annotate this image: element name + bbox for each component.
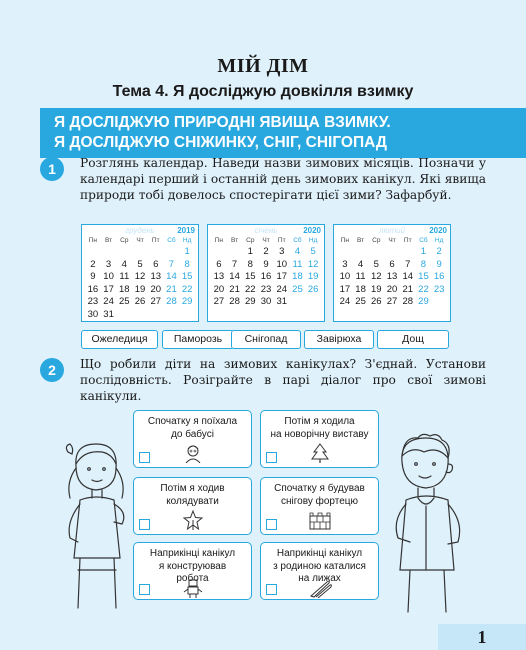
calendar-month-0: [81, 224, 199, 322]
calendar-day[interactable]: 10: [103, 271, 114, 282]
calendar-day: [132, 246, 148, 259]
snow-fort-icon: [307, 510, 333, 530]
task-2-text: Що робили діти на зимових канікулах? З'єднай. Установи послідовність. Розіграйте в парі діалог про свої зимові канікули.: [80, 357, 486, 403]
robot-icon: [180, 578, 206, 598]
calendar-day: [368, 246, 384, 259]
calendar-day[interactable]: 13: [386, 271, 398, 282]
calendar-day[interactable]: 23: [260, 283, 272, 295]
girl-illustration: [60, 438, 134, 613]
calendar-week-row: [337, 284, 447, 297]
calendar-day[interactable]: 31: [276, 296, 288, 307]
calendar-day[interactable]: 15: [418, 271, 429, 282]
calendar-day[interactable]: 23: [433, 283, 445, 295]
calendar-week-row: [337, 246, 447, 259]
calendar-day[interactable]: 28: [166, 296, 177, 307]
calendar-day[interactable]: 17: [276, 271, 288, 282]
calendar-day[interactable]: 30: [87, 308, 99, 320]
skis-icon: [307, 578, 333, 598]
calendar-week-row: [211, 296, 321, 309]
calendar-week-row: [211, 284, 321, 297]
calendar-day[interactable]: 12: [371, 271, 382, 282]
calendar-day[interactable]: 19: [371, 283, 382, 295]
calendar-day[interactable]: 16: [87, 283, 99, 295]
calendar-day[interactable]: 18: [355, 283, 366, 295]
activity-card-performance[interactable]: Потім я ходила на новорічну виставу: [260, 410, 379, 468]
activity-card-caroling[interactable]: Потім я ходив колядувати: [133, 477, 252, 535]
calendar-day[interactable]: 18: [292, 271, 303, 282]
calendar-day: [211, 246, 227, 259]
calendar-day[interactable]: 7: [168, 258, 175, 270]
weather-option-frost[interactable]: Паморозь: [162, 330, 234, 349]
calendar-day: [179, 309, 195, 322]
calendar-day[interactable]: 16: [433, 271, 445, 282]
calendar-day: [85, 246, 101, 259]
calendar-day: [400, 246, 416, 259]
calendar-day[interactable]: 11: [355, 271, 366, 282]
calendar-day[interactable]: 2: [436, 246, 442, 257]
calendar-day[interactable]: 8: [247, 258, 253, 270]
calendar-day[interactable]: 15: [245, 271, 256, 282]
calendar-day: [384, 246, 400, 259]
calendar-day[interactable]: 14: [166, 271, 177, 282]
grandma-icon: [180, 443, 206, 463]
activity-card-snow-fort[interactable]: Спочатку я будував снігову фортецю: [260, 477, 379, 535]
calendar-month-2: [333, 224, 451, 322]
calendar-day[interactable]: 12: [134, 271, 146, 282]
calendar-week-row: [85, 296, 195, 309]
calendar-weekdays: Пн Вт Ср Чт Пт Сб Нд: [88, 237, 192, 244]
calendar-day[interactable]: 14: [402, 271, 414, 282]
calendar-day[interactable]: 3: [342, 258, 348, 270]
calendar-week-row: [337, 271, 447, 284]
calendar-day[interactable]: 5: [373, 258, 379, 270]
calendar-day[interactable]: 18: [119, 283, 130, 295]
calendar-day[interactable]: 17: [339, 283, 351, 295]
activity-checkbox[interactable]: [139, 584, 150, 595]
calendar-day: [305, 296, 321, 309]
calendar-month-1: [207, 224, 325, 322]
calendar-week-row: [85, 271, 195, 284]
calendar-week-row: [85, 259, 195, 272]
calendar-day[interactable]: 6: [389, 258, 395, 270]
calendar-day[interactable]: 23: [87, 296, 99, 307]
weather-option-ice[interactable]: Ожеледиця: [81, 330, 158, 349]
calendar-day[interactable]: 24: [339, 296, 351, 307]
calendar-day: [431, 296, 447, 309]
activity-checkbox[interactable]: [266, 452, 277, 463]
calendar-day[interactable]: 1: [420, 246, 427, 257]
calendar-day[interactable]: 25: [355, 296, 366, 307]
calendar-week-row: [337, 259, 447, 272]
task-number-2: 2: [40, 358, 64, 382]
task-1-text: Розглянь календар. Наведи назви зимових місяців. Позначи у календарі перший і останній день зимових канікул. Які явища природи тобі довелось спостерігати цієї зими? Зафарбуй.: [80, 156, 486, 202]
weather-option-blizzard[interactable]: Завірюха: [304, 330, 374, 349]
calendar-day[interactable]: 2: [90, 258, 96, 270]
calendar-day[interactable]: 27: [386, 296, 398, 307]
calendar-day[interactable]: 30: [260, 296, 272, 307]
calendar-day[interactable]: 20: [150, 283, 162, 295]
calendar-day[interactable]: 29: [181, 296, 193, 307]
calendar-day[interactable]: 15: [181, 271, 193, 282]
calendar-day[interactable]: 3: [279, 246, 285, 257]
calendar-day[interactable]: 8: [184, 258, 190, 270]
calendar-day[interactable]: 4: [357, 258, 364, 270]
calendar-month-name: грудень: [125, 226, 155, 235]
calendar-day[interactable]: 22: [181, 283, 193, 295]
calendar-day[interactable]: 7: [405, 258, 411, 270]
calendar-month-name: лютий: [378, 226, 406, 235]
calendar-day[interactable]: 12: [307, 258, 319, 270]
calendar-week-row: [211, 246, 321, 259]
calendar-day[interactable]: 14: [229, 271, 240, 282]
christmas-tree-icon: [307, 443, 333, 463]
calendar-day[interactable]: 17: [103, 283, 114, 295]
page-title: МІЙ ДІМ: [217, 55, 309, 77]
calendar-day: [116, 246, 132, 259]
calendar-day: [148, 246, 164, 259]
calendar-day[interactable]: 21: [402, 283, 414, 295]
star-icon: [180, 510, 206, 530]
page-number: 1: [438, 624, 526, 650]
calendar-day[interactable]: 3: [105, 258, 112, 270]
calendar-day[interactable]: 29: [418, 296, 429, 307]
calendar-week-row: [85, 284, 195, 297]
calendar-day: [101, 246, 117, 259]
calendar-weekdays: Пн Вт Ср Чт Пт Сб Нд: [214, 237, 318, 244]
calendar-day[interactable]: 5: [137, 258, 143, 270]
activity-checkbox[interactable]: [139, 452, 150, 463]
calendar-day: [164, 246, 180, 259]
calendar-day[interactable]: 4: [121, 258, 127, 270]
activity-card-grandma[interactable]: Спочатку я поїхала до бабусі: [133, 410, 252, 468]
calendar-year: 2019: [177, 226, 195, 235]
calendar-day[interactable]: 24: [276, 283, 288, 295]
calendar-day[interactable]: 26: [307, 283, 319, 295]
calendar-day[interactable]: 13: [213, 271, 225, 282]
calendar-day[interactable]: 10: [339, 271, 351, 282]
calendar-day[interactable]: 21: [166, 283, 177, 295]
task-number-1: 1: [40, 157, 64, 181]
calendar-day[interactable]: 6: [216, 258, 222, 270]
calendar-day[interactable]: 28: [402, 296, 414, 307]
calendar-day[interactable]: 20: [213, 283, 225, 295]
calendar-week-row: [337, 296, 447, 309]
calendar-day[interactable]: 22: [418, 283, 429, 295]
calendar-day[interactable]: 21: [229, 283, 240, 295]
calendar-day[interactable]: 9: [263, 258, 269, 270]
calendar-day[interactable]: 29: [245, 296, 256, 307]
calendar-weekdays: Пн Вт Ср Чт Пт Сб Нд: [340, 237, 444, 244]
boy-illustration: [388, 430, 468, 615]
section-banner: [40, 108, 526, 158]
calendar-month-name: січень: [254, 226, 278, 235]
calendar-day[interactable]: 11: [119, 271, 130, 282]
calendar-day[interactable]: 24: [103, 296, 114, 307]
calendar-day[interactable]: 6: [153, 258, 159, 270]
topic-title: Тема 4. Я досліджую довкілля взимку: [112, 83, 414, 100]
activity-checkbox[interactable]: [139, 519, 150, 530]
calendar-day[interactable]: 19: [134, 283, 146, 295]
calendar-day[interactable]: 28: [229, 296, 240, 307]
calendar-day[interactable]: 11: [292, 258, 303, 270]
weather-option-snowfall[interactable]: Снігопад: [231, 330, 301, 349]
calendar-day[interactable]: 8: [420, 258, 427, 270]
calendar-day[interactable]: 27: [213, 296, 225, 307]
calendar-day[interactable]: 22: [245, 283, 256, 295]
calendar-day[interactable]: 5: [310, 246, 316, 257]
calendar-day: [148, 309, 164, 322]
calendar-day[interactable]: 9: [90, 271, 96, 282]
calendar-day[interactable]: 1: [184, 246, 190, 257]
banner-line-2: Я ДОСЛІДЖУЮ СНІЖИНКУ, СНІГ, СНІГОПАД: [54, 134, 387, 151]
calendar-day: [227, 246, 243, 259]
activity-checkbox[interactable]: [266, 584, 277, 595]
activity-checkbox[interactable]: [266, 519, 277, 530]
calendar-week-row: [211, 271, 321, 284]
calendar-week-row: [211, 259, 321, 272]
calendar-day: [164, 309, 180, 322]
calendar-day[interactable]: 7: [231, 258, 238, 270]
calendar-day: [132, 309, 148, 322]
calendar-day[interactable]: 25: [119, 296, 130, 307]
calendar-day: [116, 309, 132, 322]
activity-card-robot[interactable]: Наприкінці канікул я конструював робота: [133, 542, 252, 600]
calendar-year: 2020: [303, 226, 321, 235]
calendar-day[interactable]: 1: [247, 246, 253, 257]
activity-card-skiing[interactable]: Наприкінці канікул з родиною каталися на лижах: [260, 542, 379, 600]
banner-line-1: Я ДОСЛІДЖУЮ ПРИРОДНІ ЯВИЩА ВЗИМКУ.: [54, 114, 391, 131]
calendar-day[interactable]: 19: [307, 271, 319, 282]
calendar-week-row: [85, 246, 195, 259]
calendar-day: [290, 296, 306, 309]
calendar-day[interactable]: 26: [134, 296, 146, 307]
calendar-day[interactable]: 4: [294, 246, 301, 257]
calendar-day[interactable]: 2: [263, 246, 269, 257]
calendar-day: [353, 246, 369, 259]
calendar-day: [337, 246, 353, 259]
calendar-year: 2020: [429, 226, 447, 235]
calendar-week-row: [85, 309, 195, 322]
weather-option-rain[interactable]: Дощ: [377, 330, 449, 349]
calendar-day[interactable]: 13: [150, 271, 162, 282]
calendar-day[interactable]: 10: [276, 258, 288, 270]
calendar-day[interactable]: 26: [371, 296, 382, 307]
calendar-day[interactable]: 16: [260, 271, 272, 282]
calendar-day[interactable]: 31: [103, 308, 114, 320]
calendar-day[interactable]: 20: [386, 283, 398, 295]
calendar-day[interactable]: 25: [292, 283, 303, 295]
calendar-day[interactable]: 9: [436, 258, 442, 270]
calendar-day[interactable]: 27: [150, 296, 162, 307]
